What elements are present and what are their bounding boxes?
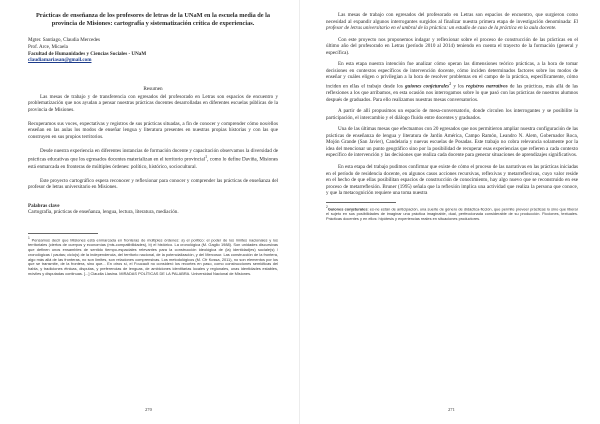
bold-term-guiones: guiones conjeturales <box>404 83 450 90</box>
page-number-left: 270 <box>145 407 152 412</box>
institution: Facultad de Humanidades y Ciencias Sociales - UNaM <box>28 50 147 57</box>
keywords-heading: Palabras clave <box>28 202 60 209</box>
abstract-heading: Resumen <box>143 86 163 93</box>
body-paragraph-3: En esta etapa nuestra intención fue analizar cómo operan las dimensiones teórico prácticas, a la hora de tomar decisiones en contextos específicos de intervención docente, cómo inciden determinados factores sobre los modos de enseñar y cuáles eligen o privilegian a la hora de resolver problemas en el campo de la práctica, específicamente, cómo inciden en ellas el trabajo desde los guiones conjeturales$^2$ y los registros narrativos de las prácticas, más allá de las reflexiones a los que arribamos, en esta ocasión nos interrogamos sobre lo que pasó con las prácticas de nuestros alumnos después de graduados. Para ello realizamos nuestras mesas conversatorios. <box>326 61 578 103</box>
abstract-paragraph-2: Recuperamos sus voces, expectativas y registros de sus prácticas situadas, a fin de conocer y comprender cómo nos/ellos enseñan en las aulas los modos de enseñar lengua y literatura presentes en nuestras propias historias y con las que construyen en sus propios territorios. <box>28 120 278 140</box>
keywords: Cartografía, prácticas de enseñanza, lengua, lectura, literatura, mediación. <box>28 209 179 216</box>
footnote-2: $^2$Guiones conjeturales: es-ne están de anticipación, una suerte de género de didáctica-ficción, que permite preveer prácticas lo sino que liberar el sujeto en sus posibilidades de imaginar una práctica imaginable, dual, perfeccionada considerable de su producción. Ficciones, textuales. Prácticas docentes y en ellos: hipótesis y experiencias reales en situaciones productores. <box>326 204 578 221</box>
left-column <box>28 12 278 276</box>
body-paragraph-2: Con este proyecto nos proponemos indagar y reflexionar sobre el proceso de construcción de las prácticas en el último año del profesorado en Letras (período 2010 al 2014) teniendo en cuenta el trayecto de la formación (general y específica). <box>326 36 578 56</box>
page-number-right: 271 <box>448 407 455 412</box>
italic-project-title: El profesor de letras universitario en el umbral de la práctica: un estudio de caso de la práctica en la aula docente. <box>326 18 578 31</box>
paper-title: Prácticas de enseñanza de los profesores de letras de la UNaM en la escuela media de la provincia de Misiones: cartografía y sistematización crítica de experiencias. <box>35 12 271 27</box>
body-paragraph-4: A partir de allí propusimos un espacio de mesa-conversatorio, donde circulen los interrogantes y se posibilite la participación, el intercambio y el diálogo fluido entre docentes y graduados. <box>326 108 578 121</box>
footnote-divider <box>326 202 396 203</box>
footnote-1: $^1$ Pensamos decir que Misiones está enmarcada en fronteras de múltiples órdenes: a) el político: el poder de los límites nacionales y los territoriales (ciertos de cuerpos y economías (mis-compatibilidades), b) el histórico. La cronológica (M. Gaglio 1988). Son unidades discursivas que definen unos ensambles de sentido tiempo-espaciales relevantes para la construcción ideológica de (la) identidad(es) sociale(s) / cronológicas / pautas; ciclo(s) de la independencia, del territorio nacional, de la potencialización, y del Mercosur. Las construcción de la frontera, algo más allá de las fronteras, no son límites, son relaciones comprensivas. Los metodológicos (M. Cfr Kossa, 2011), no son elementos por los que se transmite, de la frontera, sino que... En otros sí, el Foucault no consideró los recortes en paso, como construcciones semióticas del habla, y tradiciones étnicas, disputas, y preferencias de lenguas, de ambiciones identitarias locales y regionales, unas identidades estables, móviles y disputadas continuas. [...] Claudia Llasina. MIRADAS POLÍTICAS DE LA PALABRA. Universidad Nacional de Misiones. <box>28 236 278 276</box>
footnote-divider <box>28 233 98 234</box>
abstract-paragraph-4: Este proyecto cartográfico espera reconocer y reflexionar para conocer y comprender las prácticas de enseñanza del profesor de letras universitario en Misiones. <box>28 177 278 191</box>
author-1: Mgter. Santiago, Claudia Mercedes <box>28 37 101 43</box>
right-column <box>326 12 578 221</box>
body-paragraph-1: Las mesas de trabajo con egresados del profesorado en Letras son espacios de encuentro, que surgieron como necesidad al expandir algunos interrogantes surgidos al finalizar nuestra primera etapa de investigación denominada: El profesor de letras universitario en el umbral de la práctica: un estudio de caso de la práctica en la aula docente. <box>326 12 578 31</box>
author-block <box>28 37 278 64</box>
author-2: Prof. Arce, Micaela <box>28 43 68 50</box>
footnote-ref-2[interactable]: 2 <box>449 80 452 86</box>
author-email-link[interactable]: claudiamariasan@gmail.com <box>28 57 92 64</box>
right-page <box>300 0 600 424</box>
abstract-paragraph-3: Desde nuestra experiencia en diferentes instancias de formación docente y capacitación observamos la diversidad de prácticas educativas que los egresados docentes materializan en el territorio provincial$^1$, como lo define Daviña, Misiones está enmarcada en fronteras de múltiples órdenes: político, histórico, sociocultural. <box>28 147 279 170</box>
body-paragraph-5: Una de las últimas mesas que efectuamos con 20 egresados que nos permitieron ampliar nuestra configuración de las prácticas de enseñanza de lengua y literatura de Jardín América, Campo Ramón, Leandro N. Alem, Gobernador Roca, Mojón Grande (San Javier), Candelaria y nuevas escuelas de Posadas. Este trabajo no cobra relevancia solamente por la idea del mencionar un punto geográfico sino por la posibilidad de recuperar esas experiencias que refieren a cada contexto específico de intervención y las decisiones que realiza cada docente para generar situaciones de aprendizajes significativos. <box>326 126 578 159</box>
abstract-paragraph-1: Las mesas de trabajo y de transferencia con egresados del profesorado en Letras son espacios de encuentro y problematización que nos ayudan a pensar nuestras prácticas docentes desarrolladas en diferentes escuelas públicas de la provincia de Misiones. <box>28 93 278 113</box>
footnote-ref-1[interactable]: 1 <box>205 154 208 160</box>
bold-term-registros: registros narrativos <box>465 83 508 90</box>
body-paragraph-6: En esta etapa del trabajo pudimos confirmar que existe de cómo el proceso de las narrativas en las prácticas iniciadas en el período de residencia docente, en algunos casos acciones recursivas, reflexivas y metarreflexivas, cuyo valor reside en el hecho de que ellas posibilitan espacios de construcción de conocimiento, hay algo nuevo que se reconstruido en ese proceso de metarreflexión. Bruner (1995) señala que la reflexión implica una actividad que realiza la persona que conoce, y que la metacognición requiere una toma nuestra <box>326 164 578 197</box>
